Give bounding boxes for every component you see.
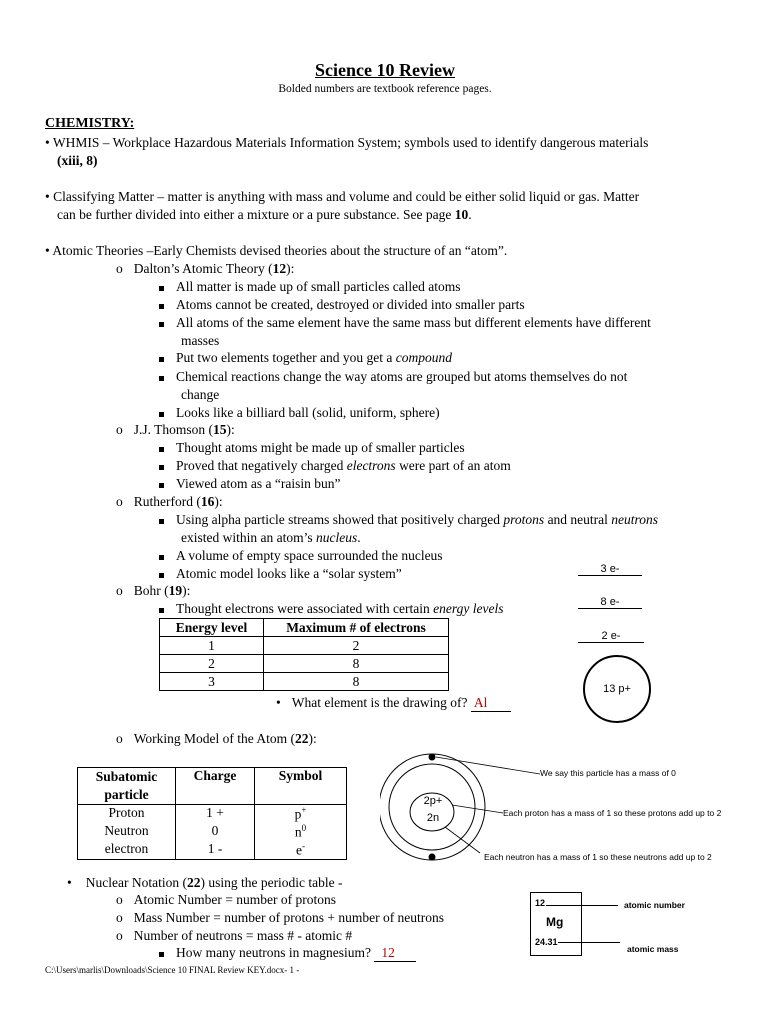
charge-cell: 1 - — [176, 841, 255, 860]
nuclear-o3-text: Number of neutrons = mass # - atomic # — [133, 928, 353, 943]
element-box — [530, 892, 582, 956]
bohr-nucleus — [583, 655, 651, 723]
rutherford-b2-text: A volume of empty space surrounded the nucleus — [176, 548, 443, 563]
symbol-header: Symbol — [255, 768, 347, 805]
charge-header: Charge — [176, 768, 255, 805]
bullet-dot-icon: • — [45, 243, 50, 258]
dalton-b3-text: All atoms of the same element have the same mass but different elements have different — [176, 315, 651, 330]
rutherford-bullet-1 — [159, 512, 658, 528]
dalton-bullet-6 — [159, 405, 440, 421]
max-electrons-header: Maximum # of electrons — [264, 619, 449, 637]
rutherford-b1-protons: protons — [503, 512, 545, 527]
bohr-label: Bohr ( — [133, 583, 169, 598]
energy-level-header: Energy level — [160, 619, 264, 637]
nuclear-question — [159, 945, 416, 962]
electron-dot-top — [429, 754, 436, 761]
symbol-letter: n — [294, 824, 302, 840]
thomson-b2-end: were part of an atom — [395, 458, 511, 473]
proton-note: Each proton has a mass of 1 so these protons add up to 2 — [503, 808, 722, 818]
dalton-ref: 12 — [272, 261, 287, 276]
circle-bullet-icon: o — [116, 731, 123, 746]
square-bullet-icon — [159, 555, 164, 560]
nuclear-item-2 — [116, 910, 444, 926]
symbol-superscript: + — [301, 805, 307, 815]
shell-2-label: 8 e- — [578, 596, 642, 609]
table-row — [160, 637, 449, 655]
square-bullet-icon — [159, 412, 164, 417]
nuclear-item-3 — [116, 928, 352, 944]
whmis-item — [45, 135, 648, 151]
thomson-b2-text: Proved that negatively charged — [176, 458, 347, 473]
square-bullet-icon — [159, 304, 164, 309]
rutherford-b1-text: Using alpha particle streams showed that positively charged — [176, 512, 504, 527]
energy-level-cell: 1 — [160, 637, 264, 655]
neutron-note: Each neutron has a mass of 1 so these neutrons add up to 2 — [484, 852, 712, 862]
rutherford-b1-neutrons: neutrons — [611, 512, 659, 527]
classifying-ref: 10 — [454, 207, 469, 222]
classifying-line2-text: can be further divided into either a mixture or a pure substance. See page — [57, 207, 455, 222]
symbol-letter: p — [294, 806, 302, 822]
rutherford-b1-mid: and neutral — [544, 512, 612, 527]
square-bullet-icon — [159, 952, 164, 957]
thomson-bullet-2 — [159, 458, 511, 474]
square-bullet-icon — [159, 447, 164, 452]
working-model-ref: 22 — [295, 731, 309, 746]
dalton-bullet-5 — [159, 369, 627, 385]
thomson-bullet-3 — [159, 476, 341, 492]
electron-dot-bottom — [429, 854, 436, 861]
rutherford-b1-l2-end: . — [357, 530, 361, 545]
square-bullet-icon — [159, 322, 164, 327]
thomson-ref: 15 — [213, 422, 227, 437]
thomson-b3-text: Viewed atom as a “raisin bun” — [176, 476, 341, 491]
max-electrons-cell: 8 — [264, 673, 449, 691]
symbol-cell — [255, 841, 347, 860]
circle-bullet-icon: o — [116, 910, 123, 925]
atomic-theories-item — [45, 243, 507, 259]
square-bullet-icon — [159, 357, 164, 362]
nuclear-ref: 22 — [186, 875, 201, 890]
symbol-superscript: 0 — [301, 823, 307, 833]
bullet-dot-icon: • — [45, 135, 50, 150]
nuclear-o1-text: Atomic Number = number of protons — [133, 892, 336, 907]
chemistry-heading: CHEMISTRY: — [45, 116, 135, 131]
energy-level-table — [159, 618, 449, 691]
table-row — [78, 823, 347, 841]
square-bullet-icon — [159, 573, 164, 578]
nucleus-neutrons: 2n — [426, 812, 440, 824]
rutherford-label-end: ): — [214, 494, 223, 509]
dalton-b4-italic: compound — [395, 350, 452, 365]
dalton-b5-line2: change — [181, 387, 220, 402]
thomson-heading — [116, 422, 235, 438]
atomic-number-label: atomic number — [624, 900, 685, 910]
table-row — [78, 841, 347, 860]
nuclear-o2-text: Mass Number = number of protons + number of neutrons — [133, 910, 445, 925]
page-title: Science 10 Review — [315, 60, 455, 80]
max-electrons-cell: 2 — [264, 637, 449, 655]
square-bullet-icon — [159, 608, 164, 613]
bullet-dot-icon: • — [45, 189, 50, 204]
symbol-superscript: - — [302, 841, 305, 851]
rutherford-b3-text: Atomic model looks like a “solar system” — [176, 566, 402, 581]
square-bullet-icon — [159, 519, 164, 524]
page-subtitle: Bolded numbers are textbook reference pages. — [278, 83, 492, 95]
element-symbol: Mg — [546, 915, 564, 929]
rutherford-ref: 16 — [200, 494, 215, 509]
whmis-text: WHMIS – Workplace Hazardous Materials Information System; symbols used to identify dangerous materials — [52, 135, 649, 150]
rutherford-bullet-3 — [159, 566, 402, 582]
neutron-note-pointer — [445, 827, 480, 853]
dalton-b5-text: Chemical reactions change the way atoms are grouped but atoms themselves do not — [176, 369, 628, 384]
bullet-dot-icon: • — [276, 695, 281, 710]
nuclear-notation-item — [67, 875, 343, 891]
nuclear-answer: 12 — [381, 945, 395, 960]
proton-note-pointer — [452, 805, 503, 813]
nucleus-protons: 2p+ — [423, 795, 443, 807]
atomic-theories-text: Atomic Theories –Early Chemists devised theories about the structure of an “atom”. — [52, 243, 508, 258]
energy-level-cell: 3 — [160, 673, 264, 691]
bohr-question — [276, 695, 511, 712]
dalton-label: Dalton’s Atomic Theory ( — [133, 261, 273, 276]
thomson-b2-italic: electrons — [346, 458, 396, 473]
shell-1-label: 2 e- — [578, 630, 644, 643]
classifying-period: . — [468, 207, 472, 222]
element-atomic-number: 12 — [535, 898, 546, 908]
table-row — [160, 655, 449, 673]
circle-bullet-icon: o — [116, 583, 123, 598]
rutherford-b1-l2-italic: nucleus — [315, 530, 358, 545]
bohr-bullet-1 — [159, 601, 504, 617]
symbol-cell — [255, 805, 347, 824]
atomic-mass-pointer — [558, 942, 620, 943]
working-model-label: Working Model of the Atom ( — [133, 731, 296, 746]
dalton-b2-text: Atoms cannot be created, destroyed or divided into smaller parts — [176, 297, 525, 312]
dalton-b3-line2: masses — [181, 333, 220, 348]
square-bullet-icon — [159, 286, 164, 291]
particle-cell: Neutron — [78, 823, 176, 841]
whmis-ref: (xiii, 8) — [57, 153, 98, 168]
table-row — [78, 805, 347, 824]
bullet-dot-icon: • — [67, 875, 72, 890]
classifying-line2 — [57, 207, 472, 223]
bohr-nucleus-label: 13 p+ — [603, 683, 631, 695]
bohr-question-text: What element is the drawing of? — [291, 695, 471, 710]
classifying-item — [45, 189, 639, 205]
dalton-b6-text: Looks like a billiard ball (solid, uniform, sphere) — [176, 405, 440, 420]
particle-cell: electron — [78, 841, 176, 860]
nuclear-item-1 — [116, 892, 336, 908]
circle-bullet-icon: o — [116, 892, 123, 907]
thomson-bullet-1 — [159, 440, 465, 456]
dalton-bullet-1 — [159, 279, 461, 295]
symbol-letter: e — [296, 842, 302, 858]
charge-cell: 0 — [176, 823, 255, 841]
circle-bullet-icon: o — [116, 928, 123, 943]
energy-level-cell: 2 — [160, 655, 264, 673]
dalton-b4-text: Put two elements together and you get a — [176, 350, 396, 365]
thomson-b1-text: Thought atoms might be made up of smaller particles — [176, 440, 465, 455]
rutherford-heading — [116, 494, 223, 510]
classifying-text: Classifying Matter – matter is anything with mass and volume and could be either solid liquid or gas. Matter — [53, 189, 640, 204]
thomson-label: J.J. Thomson ( — [133, 422, 214, 437]
rutherford-label: Rutherford ( — [133, 494, 201, 509]
atomic-mass-label: atomic mass — [627, 944, 679, 954]
dalton-bullet-4 — [159, 350, 452, 366]
footer-path: C:\Users\marlis\Downloads\Science 10 FINAL Review KEY.docx- 1 - — [45, 965, 300, 975]
nuclear-question-text: How many neutrons in magnesium? — [176, 945, 375, 960]
subatomic-table — [77, 767, 347, 860]
particle-cell: Proton — [78, 805, 176, 824]
dalton-bullet-2 — [159, 297, 525, 313]
dalton-heading — [116, 261, 294, 277]
max-electrons-cell: 8 — [264, 655, 449, 673]
table-row — [160, 673, 449, 691]
nuclear-intro-end: ) using the periodic table - — [200, 875, 343, 890]
shell-3-label: 3 e- — [578, 563, 642, 576]
circle-bullet-icon: o — [116, 261, 123, 276]
mass-note: We say this particle has a mass of 0 — [540, 768, 676, 778]
mass-note-pointer — [436, 757, 540, 774]
bohr-b1-italic: energy levels — [433, 601, 504, 616]
circle-bullet-icon: o — [116, 422, 123, 437]
working-model-heading — [116, 731, 317, 747]
dalton-label-end: ): — [286, 261, 295, 276]
bohr-answer: Al — [473, 695, 488, 710]
bohr-label-end: ): — [182, 583, 191, 598]
rutherford-b1-l2-text: existed within an atom’s — [181, 530, 316, 545]
dalton-bullet-3 — [159, 315, 651, 331]
square-bullet-icon — [159, 376, 164, 381]
bohr-ref: 19 — [168, 583, 183, 598]
charge-cell: 1 + — [176, 805, 255, 824]
atomic-number-pointer — [546, 905, 618, 906]
square-bullet-icon — [159, 465, 164, 470]
dalton-b1-text: All matter is made up of small particles called atoms — [176, 279, 461, 294]
nuclear-answer-blank — [374, 945, 416, 962]
thomson-label-end: ): — [226, 422, 235, 437]
nuclear-intro-text: Nuclear Notation ( — [85, 875, 187, 890]
element-atomic-mass: 24.31 — [535, 937, 558, 947]
bohr-answer-blank — [471, 695, 511, 712]
rutherford-bullet-2 — [159, 548, 443, 564]
particle-header: Subatomic particle — [78, 768, 176, 805]
square-bullet-icon — [159, 483, 164, 488]
bohr-heading — [116, 583, 190, 599]
symbol-cell — [255, 823, 347, 841]
circle-bullet-icon: o — [116, 494, 123, 509]
bohr-b1-text: Thought electrons were associated with certain — [176, 601, 434, 616]
rutherford-b1-line2 — [181, 530, 361, 546]
working-model-label-end: ): — [308, 731, 317, 746]
